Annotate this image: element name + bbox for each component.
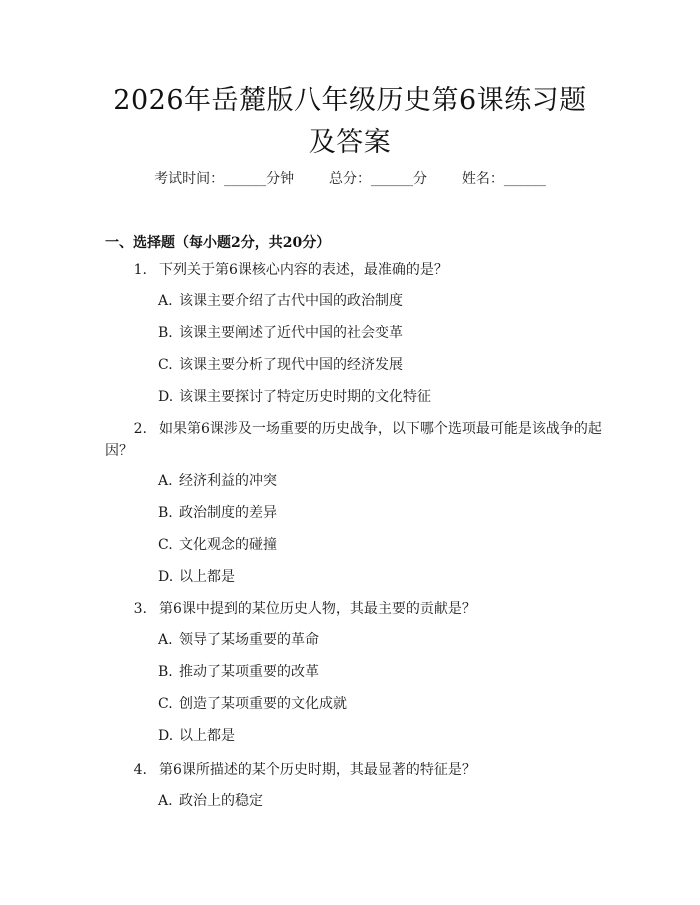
question-3-option-b (158, 662, 319, 682)
question-number: 3. (133, 601, 147, 617)
option-text: 经济利益的冲突 (179, 473, 277, 489)
question-1 (105, 259, 605, 281)
question-2-option-a (158, 471, 277, 491)
option-text: 政治制度的差异 (179, 505, 277, 521)
option-letter: B. (158, 664, 173, 680)
option-letter: A. (158, 793, 173, 809)
option-letter: A. (158, 632, 173, 648)
question-number: 4. (133, 762, 147, 778)
question-text: 第6课所描述的某个历史时期，其最显著的特征是？ (159, 762, 476, 778)
question-2-option-c (158, 535, 277, 555)
option-text: 政治上的稳定 (179, 793, 263, 809)
student-name-label: 姓名：______ (461, 171, 546, 187)
option-text: 创造了某项重要的文化成就 (179, 696, 347, 712)
option-text: 推动了某项重要的改革 (179, 664, 319, 680)
option-text: 该课主要介绍了古代中国的政治制度 (179, 293, 403, 309)
option-text: 以上都是 (179, 569, 235, 585)
option-text: 文化观念的碰撞 (179, 537, 277, 553)
option-text: 以上都是 (179, 728, 235, 744)
option-text: 该课主要阐述了近代中国的社会变革 (179, 325, 403, 341)
option-text: 该课主要探讨了特定历史时期的文化特征 (179, 389, 431, 405)
question-text: 下列关于第6课核心内容的表述，最准确的是？ (159, 262, 448, 278)
question-4 (105, 759, 605, 781)
option-letter: C. (158, 537, 173, 553)
question-number: 2. (133, 421, 147, 437)
option-letter: D. (158, 389, 174, 405)
question-3-option-c (158, 694, 347, 714)
section-heading: 一、选择题（每小题2分，共20分） (105, 235, 331, 251)
option-text: 领导了某场重要的革命 (179, 632, 319, 648)
question-1-option-b (158, 323, 403, 343)
question-text: 第6课中提到的某位历史人物，其最主要的贡献是？ (159, 601, 476, 617)
option-letter: C. (158, 357, 173, 373)
total-score-label: 总分：______分 (329, 171, 427, 187)
question-3-option-a (158, 630, 319, 650)
question-2-option-d (158, 567, 235, 587)
option-letter: A. (158, 473, 173, 489)
question-3 (105, 598, 605, 620)
question-2-option-b (158, 503, 277, 523)
question-4-option-a (158, 791, 263, 811)
option-letter: D. (158, 569, 174, 585)
question-1-option-a (158, 291, 403, 311)
document-title: 2026年岳麓版八年级历史第6课练习题及答案 (113, 85, 587, 158)
option-letter: A. (158, 293, 173, 309)
question-1-option-d (158, 387, 431, 407)
option-letter: C. (158, 696, 173, 712)
question-3-option-d (158, 726, 235, 746)
option-letter: B. (158, 505, 173, 521)
exam-time-label: 考试时间：______分钟 (154, 171, 295, 187)
option-letter: D. (158, 728, 174, 744)
option-text: 该课主要分析了现代中国的经济发展 (179, 357, 403, 373)
exam-meta-line (0, 168, 700, 188)
question-number: 1. (133, 262, 147, 278)
question-2 (105, 418, 605, 462)
question-1-option-c (158, 355, 403, 375)
option-letter: B. (158, 325, 173, 341)
question-text: 如果第6课涉及一场重要的历史战争，以下哪个选项最可能是该战争的起因？ (105, 421, 602, 459)
